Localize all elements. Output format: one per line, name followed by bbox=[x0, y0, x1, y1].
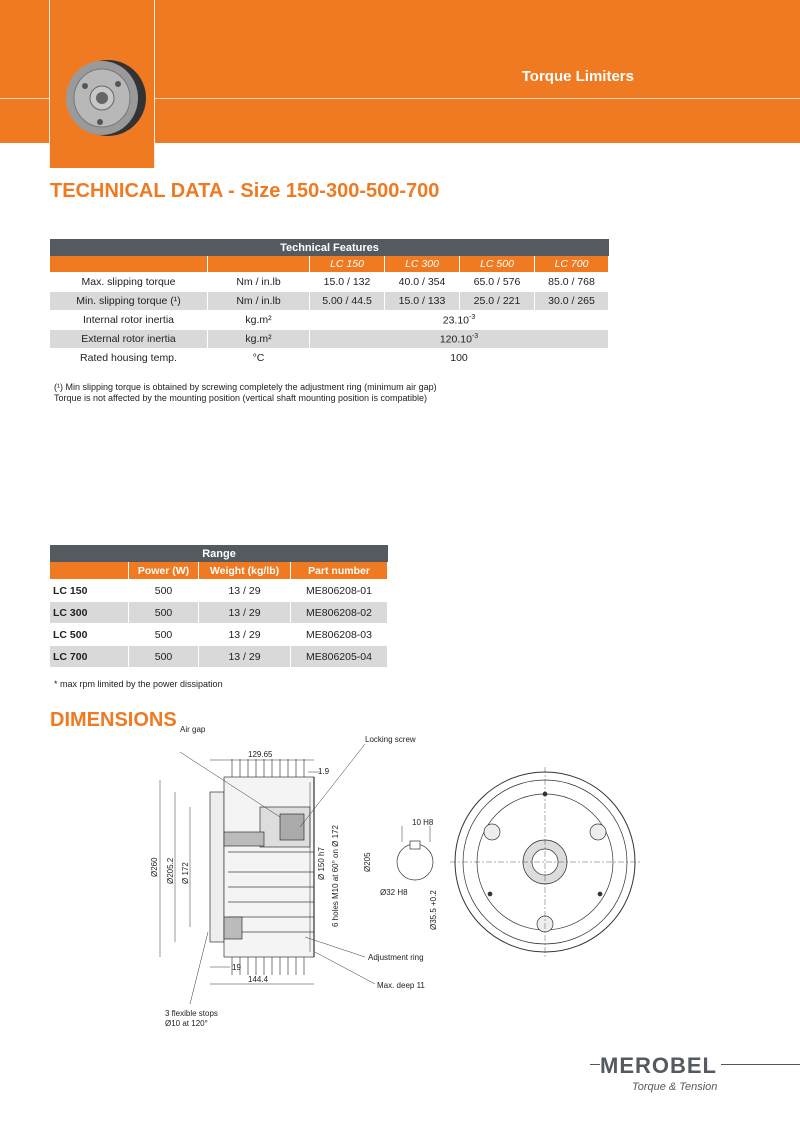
technical-features-title: Technical Features bbox=[50, 239, 609, 256]
cell-value: 40.0 / 354 bbox=[385, 273, 460, 292]
label-d172: Ø 172 bbox=[181, 862, 190, 884]
cell-value: ME806208-03 bbox=[291, 624, 388, 646]
row-unit: Nm / in.lb bbox=[208, 273, 310, 292]
technical-notes bbox=[54, 382, 437, 404]
cell-value: 500 bbox=[129, 646, 199, 668]
label-d35: Ø35.5 +0.2 bbox=[429, 890, 438, 930]
label-stops-dia: Ø10 at 120° bbox=[165, 1019, 208, 1028]
label-locking-screw: Locking screw bbox=[365, 735, 416, 744]
cell-value: 100 bbox=[310, 349, 609, 368]
label-d205: Ø205 bbox=[363, 852, 372, 872]
label-10h8: 10 H8 bbox=[412, 818, 434, 827]
model-header: LC 150 bbox=[310, 256, 385, 273]
cell-value: 30.0 / 265 bbox=[535, 292, 609, 311]
table-row bbox=[50, 330, 609, 349]
cell-value: 13 / 29 bbox=[199, 602, 291, 624]
column-header: Part number bbox=[291, 562, 388, 580]
range-title: Range bbox=[50, 545, 388, 562]
label-adjustment-ring: Adjustment ring bbox=[368, 953, 424, 962]
page-category-title: Torque Limiters bbox=[521, 68, 634, 85]
table-row bbox=[50, 273, 609, 292]
brand-tagline: Torque & Tension bbox=[632, 1081, 718, 1093]
table-row bbox=[50, 292, 609, 311]
cell-value: 13 / 29 bbox=[199, 580, 291, 602]
row-unit: Nm / in.lb bbox=[208, 292, 310, 311]
cell-value: 65.0 / 576 bbox=[460, 273, 535, 292]
dimensions-drawing bbox=[140, 722, 640, 1042]
technical-data-title: TECHNICAL DATA - Size 150-300-500-700 bbox=[50, 180, 440, 202]
table-row bbox=[50, 646, 388, 668]
row-model: LC 150 bbox=[50, 580, 129, 602]
model-header: LC 700 bbox=[535, 256, 609, 273]
row-label: Rated housing temp. bbox=[50, 349, 208, 368]
cell-value: 500 bbox=[129, 624, 199, 646]
model-header: LC 500 bbox=[460, 256, 535, 273]
cell-value: 15.0 / 133 bbox=[385, 292, 460, 311]
label-max-deep: Max. deep 11 bbox=[377, 981, 425, 990]
cell-value: 13 / 29 bbox=[199, 646, 291, 668]
label-holes: 6 holes M10 at 60° on Ø 172 bbox=[331, 825, 340, 927]
row-model: LC 700 bbox=[50, 646, 129, 668]
technical-features-table bbox=[50, 239, 609, 368]
row-label: Min. slipping torque (¹) bbox=[50, 292, 208, 311]
label-d260: Ø260 bbox=[150, 857, 159, 877]
row-model: LC 300 bbox=[50, 602, 129, 624]
dimensions-title: DIMENSIONS bbox=[50, 709, 177, 731]
label-129: 129.65 bbox=[248, 750, 273, 759]
label-air-gap: Air gap bbox=[180, 725, 206, 734]
row-unit: kg.m² bbox=[208, 330, 310, 349]
label-flexible-stops: 3 flexible stops bbox=[165, 1009, 218, 1018]
range-footnote: * max rpm limited by the power dissipation bbox=[54, 679, 223, 689]
label-144: 144.4 bbox=[248, 975, 269, 984]
cell-value: $120.10^{-3}$ bbox=[310, 330, 609, 349]
row-label: Internal rotor inertia bbox=[50, 311, 208, 330]
label-d32h8: Ø32 H8 bbox=[380, 888, 408, 897]
cell-value: 15.0 / 132 bbox=[310, 273, 385, 292]
model-header: LC 300 bbox=[385, 256, 460, 273]
row-label: External rotor inertia bbox=[50, 330, 208, 349]
cell-value: $23.10^{-3}$ bbox=[310, 311, 609, 330]
keyway-detail bbox=[397, 826, 433, 880]
side-view bbox=[210, 759, 314, 975]
cell-value: ME806205-04 bbox=[291, 646, 388, 668]
product-image-box bbox=[49, 0, 155, 168]
row-label: Max. slipping torque bbox=[50, 273, 208, 292]
row-unit: °C bbox=[208, 349, 310, 368]
cell-value: 13 / 29 bbox=[199, 624, 291, 646]
table-row bbox=[50, 602, 388, 624]
cell-value: 25.0 / 221 bbox=[460, 292, 535, 311]
label-d150: Ø 150 h7 bbox=[317, 847, 326, 880]
column-header: Power (W) bbox=[129, 562, 199, 580]
table-row bbox=[50, 580, 388, 602]
cell-value: ME806208-01 bbox=[291, 580, 388, 602]
row-unit: kg.m² bbox=[208, 311, 310, 330]
note-line: Torque is not affected by the mounting position (vertical shaft mounting position is compatible) bbox=[54, 393, 428, 403]
column-header: Weight (kg/lb) bbox=[199, 562, 291, 580]
brand-logo: MEROBEL bbox=[600, 1053, 721, 1079]
label-d205-2: Ø205.2 bbox=[166, 857, 175, 884]
table-row bbox=[50, 624, 388, 646]
label-19: 19 bbox=[232, 963, 241, 972]
cell-value: ME806208-02 bbox=[291, 602, 388, 624]
cell-value: 500 bbox=[129, 580, 199, 602]
table-row bbox=[50, 349, 609, 368]
range-table bbox=[50, 545, 388, 668]
torque-limiter-product-image bbox=[60, 56, 146, 142]
table-row bbox=[50, 311, 609, 330]
cell-value: 85.0 / 768 bbox=[535, 273, 609, 292]
note-line: (¹) Min slipping torque is obtained by screwing completely the adjustment ring (minimum air gap) bbox=[54, 382, 437, 392]
row-model: LC 500 bbox=[50, 624, 129, 646]
front-view bbox=[450, 767, 640, 957]
cell-value: 500 bbox=[129, 602, 199, 624]
label-1-9: 1.9 bbox=[318, 767, 330, 776]
cell-value: 5.00 / 44.5 bbox=[310, 292, 385, 311]
